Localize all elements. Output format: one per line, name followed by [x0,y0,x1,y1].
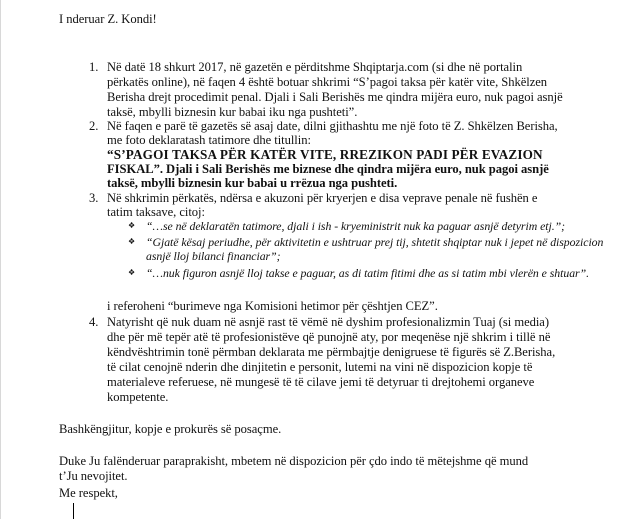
item-4-line-6: kompetente. [107,390,169,404]
item-2-headline-3: taksë, mbylli biznesin kur babai u rrëzua nga pushteti. [107,176,398,190]
item-1-number: 1. [89,60,99,74]
page-left-edge [0,0,1,519]
thanks-line-1: Duke Ju falënderuar paraprakisht, mbetem në dispozicion për çdo indo të mëtejshme që mund [59,454,529,468]
item-4-number: 4. [89,315,99,329]
item-3-line-1: Në shkrimin përkatës, ndërsa e akuzoni për kryerjen e disa veprave penale në fushën e [107,191,538,205]
item-1-line-3: Berisha drejt procedimit penal. Djali i Sali Berishës me qindra mijëra euro, nuk pagoi asnjë [107,90,563,104]
bullet-diamond-icon: ❖ [128,268,136,277]
bullet-diamond-icon: ❖ [128,237,136,246]
salutation: I nderuar Z. Kondi! [59,12,157,26]
thanks-line-2: t’Ju nevojitet. [59,469,128,483]
item-4-line-1: Natyrisht që nuk duam në asnjë rast të vëmë në dyshim profesionalizmin Tuaj (si media) [107,315,549,329]
signoff: Me respekt, [59,486,118,500]
item-4-line-2: dhe për më tepër atë të profesionistëve që punojnë aty, por meqenëse një shkrim i tillë në [107,330,551,344]
item-1-line-1: Në datë 18 shkurt 2017, në gazetën e përditshme Shqiptarja.com (si dhe në portalin [107,60,523,74]
item-3-after: i referoheni “burimeve nga Komisioni hetimor për çështjen CEZ”. [107,299,438,313]
item-3-number: 3. [89,191,99,205]
quote-3: “…nuk figuron asnjë lloj takse e paguar, as di tatim fitimi dhe as si tatim mbi vlerën e shtuar”. [146,266,589,280]
item-4-line-4: të cilat cenojnë nderin dhe dinjitetin e personit, lutemi na vini në dispozicion kopje të [107,360,533,374]
item-4-line-3: këndvështrimin tonë përmban deklarata me përmbajtje denigruese të figurës së Z.Berisha, [107,345,556,359]
item-2-headline-1: “S’PAGOI TAKSA PËR KATËR VITE, RREZIKON PADI PËR EVAZION [107,147,543,162]
item-2-line-1: Në faqen e parë të gazetës së asaj date, dilni gjithashtu me një foto të Z. Shkëlzen Berisha, [107,119,558,133]
item-2-line-2: me foto deklaratash tatimore dhe titullin: [107,133,311,147]
attachment-note: Bashkëngjitur, kopje e prokurës së posaçme. [59,422,282,436]
quote-2-line-1: “Gjatë kësaj periudhe, për aktivitetin e ushtruar prej tij, shtetit shqiptar nuk i jepet në dispozicion [146,235,604,249]
item-4-line-5: materialeve referuese, në mungesë të të cilave jemi të detyruar ti drejtohemi organeve [107,375,535,389]
item-2-number: 2. [89,119,99,133]
quote-1: “…se në deklaratën tatimore, djali i ish - kryeministrit nuk ka paguar asnjë detyrim etj.”; [146,219,565,233]
quote-2-line-2: asnjë lloj bilanci financiar”; [146,249,281,263]
text-cursor[interactable] [73,503,74,519]
item-3-line-2: tatim taksave, citoj: [107,205,205,219]
item-1-line-4: taksë, mbylli biznesin kur babai iku nga pushteti”. [107,105,358,119]
item-2-headline-2: FISKAL”. Djali i Sali Berishës me biznese dhe qindra mijëra euro, nuk pagoi asnjë [107,162,549,176]
item-1-line-2: përkatës online), në faqen 4 është botuar shkrimi “S’pagoi taksa për katër vite, Shkëlzen [107,75,548,89]
bullet-diamond-icon: ❖ [128,221,136,230]
